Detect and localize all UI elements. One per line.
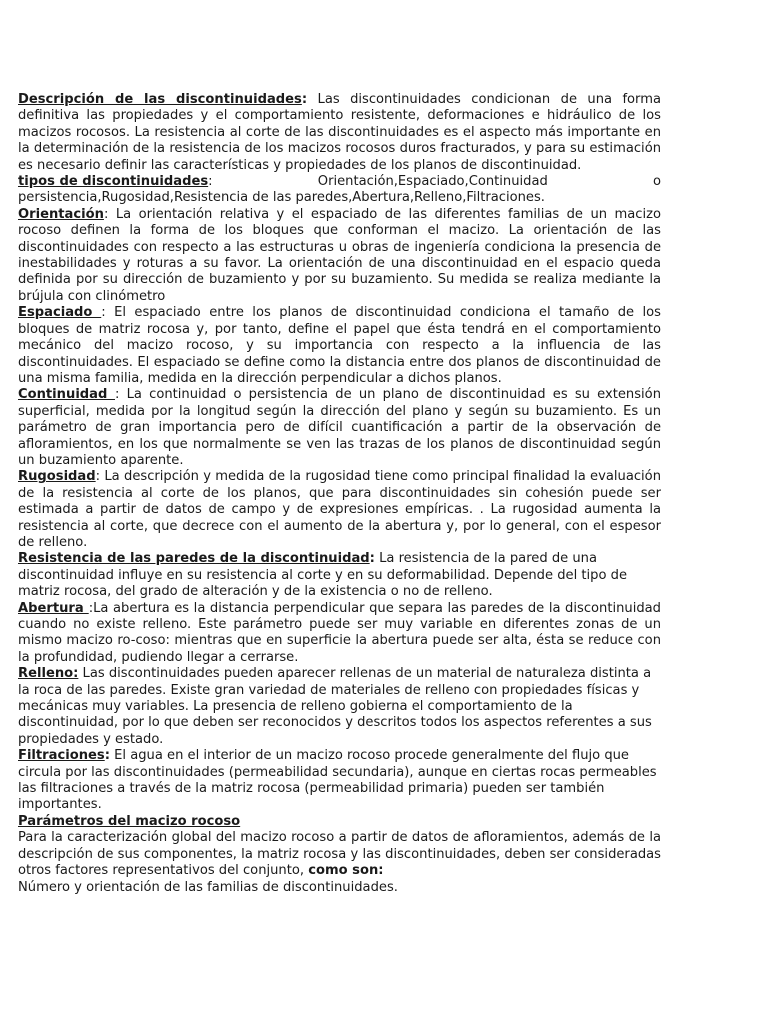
section-term: tipos de discontinuidades [18,174,209,190]
section-rugosidad [18,469,661,551]
section-body: El espaciado entre los planos de discontinuidad condiciona el tamaño de los bloques de matriz rocosa y, por tanto, define el papel que ésta tendrá en el comportamiento mecánico del macizo rocoso, y su importancia con respecto a la influencia de las discontinuidades. El espaciado se define como la distancia entre dos planos de discontinuidad de una misma familia, medida en la dirección perpendicular a dichos planos. [18,305,661,386]
section-separator: : [114,387,120,403]
section-term: Relleno: [18,666,79,682]
section-tipos [18,174,661,207]
section-body: Las discontinuidades pueden aparecer rellenas de un material de naturaleza distinta a la roca de las paredes. Existe gran variedad de materiales de relleno con propiedades físicas y mecánicas muy variables. La presencia de relleno gobierna el comportamiento de la discontinuidad, por lo que deben ser reconocidos y descritos todos los aspectos referentes a sus propiedades y estado. [18,666,652,747]
section-orientacion [18,207,661,305]
section-separator: : [103,206,109,222]
parametros-body [18,830,661,879]
parametros-strong: como son: [308,863,384,879]
section-term: Rugosidad [18,469,96,485]
section-abertura [18,601,661,667]
section-body: La abertura es la distancia perpendicular que separa las paredes de la discontinuidad cuando no existe relleno. Este parámetro puede ser muy variable en diferentes zonas de un mismo macizo ro-coso: mientras que en superficie la abertura puede ser alta, ésta se reduce con la profundidad, pudiendo llegar a cerrarse. [18,600,661,665]
section-term: Resistencia de las paredes de la discontinuidad [18,551,370,567]
section-separator: : [104,748,110,764]
section-body: La resistencia de la pared de una discontinuidad influye en su resistencia al corte y en su deformabilidad. Depende del tipo de matriz rocosa, del grado de alteración y de la existencia o no de relleno. [18,551,628,600]
parametros-text: Para la caracterización global del macizo rocoso a partir de datos de afloramientos, además de la descripción de sus componentes, la matriz rocosa y las discontinuidades, deben ser consideradas otros factores representativos del conjunto, [18,830,661,879]
tipos-word: Orientación,Espaciado,Continuidad [317,174,548,190]
section-resistencia [18,551,661,600]
section-body: La descripción y medida de la rugosidad tiene como principal finalidad la evaluación de la resistencia al corte de los planos, que para discontinuidades sin cohesión puede ser estimada a partir de datos de campo y de expresiones empíricas. . La rugosidad aumenta la resistencia al corte, que decrece con el aumento de la abertura y, por lo general, con el espesor de relleno. [18,469,661,550]
section-term: Descripción de las discontinuidades [18,92,302,107]
section-espaciado [18,305,661,387]
section-separator: : [369,551,375,567]
section-separator: : [95,469,101,485]
parametros-list-item: Número y orientación de las familias de discontinuidades. [18,879,398,895]
section-body: El agua en el interior de un macizo rocoso procede generalmente del flujo que circula por las discontinuidades (permeabilidad secundaria), aunque en ciertas rocas permeables las filtraciones a través de la matriz rocosa (permeabilidad primaria) pueden ser también importantes. [18,748,657,813]
section-filtraciones [18,748,661,814]
section-separator: : [208,174,213,190]
section-separator: : [88,600,94,616]
section-body: persistencia,Rugosidad,Resistencia de las paredes,Abertura,Relleno,Filtraciones. [18,190,545,206]
tipos-first-line [18,174,661,190]
section-term: Abertura [18,600,89,616]
parametros-heading-line [18,814,661,830]
section-descripcion [18,92,661,174]
section-term: Orientación [18,206,104,222]
section-term: Continuidad [18,387,115,403]
tipos-term-wrap [18,174,213,190]
document-page [18,92,661,896]
section-body: La orientación relativa y el espaciado de las diferentes familias de un macizo rocoso definen la forma de los bloques que conforman el macizo. La orientación de las discontinuidades con respecto a las estructuras u obras de ingeniería condiciona la presencia de inestabilidades y roturas a su favor. La orientación de una discontinuidad en el espacio queda definida por su dirección de buzamiento y por su buzamiento. Su medida se realiza mediante la brújula con clinómetro [18,206,661,304]
section-body: Las discontinuidades condicionan de una forma definitiva las propiedades y el comportamiento resistente, deformaciones e hidráulico de los macizos rocosos. La resistencia al corte de las discontinuidades es el aspecto más importante en la determinación de la resistencia de los macizos rocosos duros fracturados, y para su estimación es necesario definir las características y propiedades de los planos de discontinuidad. [18,92,661,173]
section-term: Espaciado [18,305,102,321]
tipos-word: o [652,174,661,190]
section-continuidad [18,387,661,469]
section-relleno [18,666,661,748]
parametros-heading: Parámetros del macizo rocoso [18,813,241,829]
section-term: Filtraciones [18,748,105,764]
section-separator: : [301,92,308,107]
section-separator: : [101,305,106,321]
section-body: La continuidad o persistencia de un plano de discontinuidad es su extensión superficial, medida por la longitud según la dirección del plano y según su buzamiento. Es un parámetro de gran importancia pero de difícil cuantificación a partir de la observación de afloramientos, en los que normalmente se ven las trazas de los planos de discontinuidad según un buzamiento aparente. [18,387,661,468]
